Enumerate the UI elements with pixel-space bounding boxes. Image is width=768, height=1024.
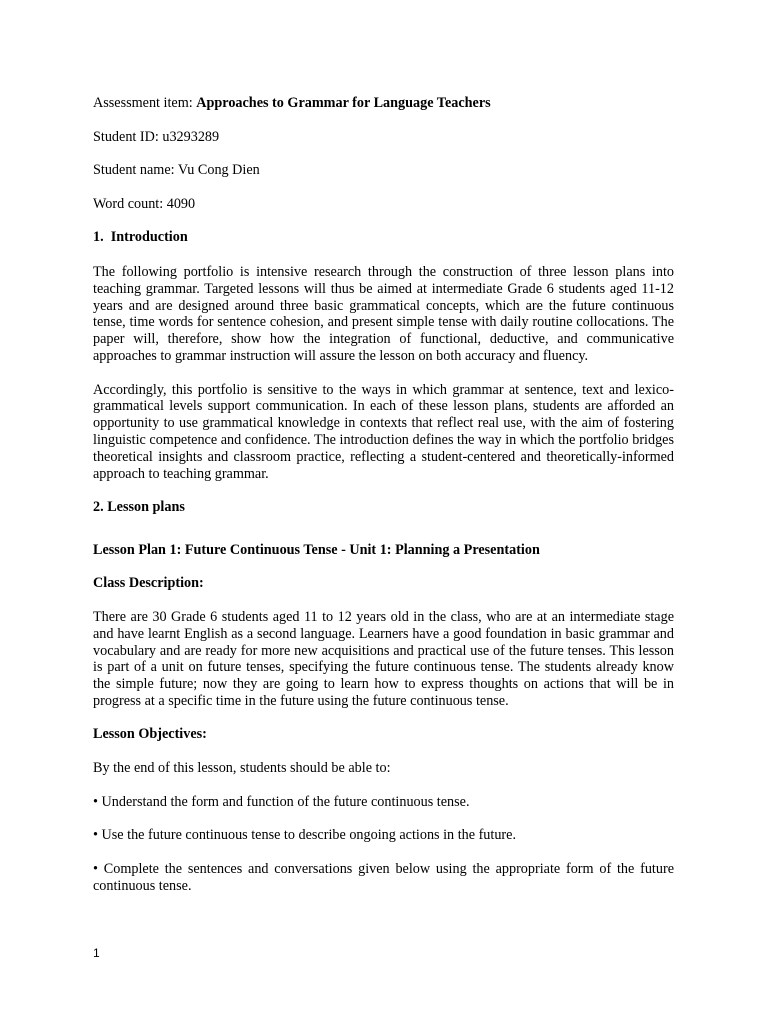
lesson-plan-1-title: Lesson Plan 1: Future Continuous Tense - Unit 1: Planning a Presentation: [93, 541, 540, 558]
word-count: Word count: 4090: [93, 195, 196, 212]
assessment-title: Approaches to Grammar for Language Teachers: [196, 95, 491, 111]
assessment-item: [93, 95, 674, 112]
page-number: 1: [93, 946, 100, 960]
class-description-heading: Class Description:: [93, 575, 204, 592]
lesson-plans-heading: 2. Lesson plans: [93, 499, 185, 516]
class-description-text: There are 30 Grade 6 students aged 11 to 12 years old in the class, who are at an intermediate stage and have learnt English as a second language. Learners have a good foundation in basic grammar and vocabulary and are ready for more new acquisitions and practical use of the future tenses. This lesson is part of a unit on future tenses, specifying the future continuous tense. The students already know the simple future; now they are going to learn how to express thoughts on actions that will be in progress at a specific time in the future using the future continuous tense.: [93, 608, 674, 709]
objective-item: • Complete the sentences and conversations given below using the appropriate form of the future continuous tense.: [93, 860, 674, 894]
objectives-intro: By the end of this lesson, students should be able to:: [93, 760, 391, 777]
objective-item: • Understand the form and function of the future continuous tense.: [93, 793, 470, 810]
introduction-heading: 1. Introduction: [93, 229, 188, 246]
student-id: Student ID: u3293289: [93, 128, 220, 145]
lesson-objectives-heading: Lesson Objectives:: [93, 726, 207, 743]
assessment-label: Assessment item:: [93, 95, 197, 111]
document-page: [93, 95, 674, 894]
intro-paragraph-1: The following portfolio is intensive research through the construction of three lesson plans into teaching grammar. Targeted lessons will thus be aimed at intermediate Grade 6 students aged 11-12 years and are designed around three basic grammatical concepts, which are the future continuous tense, time words for sentence cohesion, and present simple tense with daily routine collocations. The paper will, therefore, show how the integration of functional, deductive, and communicative approaches to grammar instruction will assure the lesson on both accuracy and fluency.: [93, 263, 674, 364]
intro-paragraph-2: Accordingly, this portfolio is sensitive to the ways in which grammar at sentence, text and lexico-grammatical levels support communication. In each of these lesson plans, students are afforded an opportunity to use grammatical knowledge in contexts that reflect real use, with the aim of fostering linguistic competence and confidence. The introduction defines the way in which the portfolio bridges theoretical insights and classroom practice, reflecting a student-centered and theoretically-informed approach to teaching grammar.: [93, 381, 674, 482]
objective-item: • Use the future continuous tense to describe ongoing actions in the future.: [93, 827, 516, 844]
student-name: Student name: Vu Cong Dien: [93, 162, 260, 179]
